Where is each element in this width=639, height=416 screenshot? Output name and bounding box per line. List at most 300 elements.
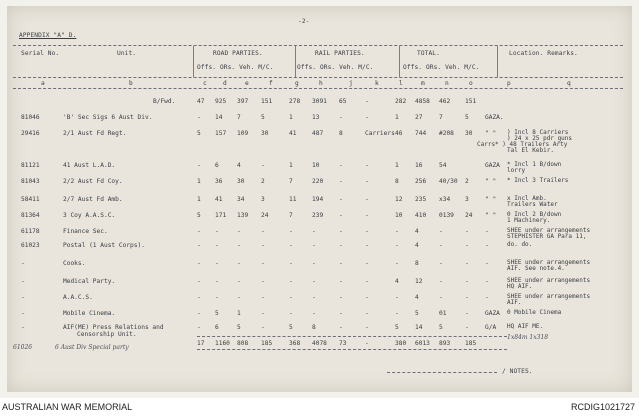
movement-value: 41 xyxy=(289,130,297,137)
movement-value: - xyxy=(365,196,369,203)
movement-value: 256 xyxy=(415,178,427,185)
table-row xyxy=(7,114,632,123)
total-value: 893 xyxy=(439,340,451,347)
movement-value: 1 xyxy=(395,114,399,121)
bf-value: - xyxy=(365,98,369,105)
subheader-rail: Offs. ORs. Veh. M/C. xyxy=(297,64,374,71)
movement-value: 3 xyxy=(465,196,469,203)
bf-value: 278 xyxy=(289,98,301,105)
handwritten-serial: 61026 xyxy=(13,344,33,351)
movement-value: - xyxy=(339,162,343,169)
column-letter: m xyxy=(421,80,425,87)
location: GAZA xyxy=(485,162,500,169)
total-value: 73 xyxy=(339,340,347,347)
movement-value: #208 xyxy=(439,130,454,137)
location: - xyxy=(485,260,489,267)
unit-name: 'B' Sec Sigs 6 Aust Div. xyxy=(63,114,153,121)
movement-value: - xyxy=(289,278,293,285)
movement-value: - xyxy=(339,260,343,267)
location: - xyxy=(485,242,489,249)
column-letter: f xyxy=(269,80,273,87)
movement-value: 239 xyxy=(312,212,324,219)
location: GAZA xyxy=(485,310,500,317)
header-rail-parties: RAIL PARTIES. xyxy=(315,50,365,57)
column-letter: q xyxy=(567,80,571,87)
movement-value: 40/30 xyxy=(439,178,458,185)
bf-label: B/Fwd. xyxy=(153,98,176,105)
remark-line: x Incl Amb. xyxy=(507,195,547,202)
column-divider xyxy=(497,46,498,77)
movement-value: - xyxy=(289,228,293,235)
movement-value: - xyxy=(237,278,241,285)
table-row xyxy=(7,277,632,290)
movement-value: 1 xyxy=(289,162,293,169)
movement-value: 12 xyxy=(395,196,403,203)
location: - xyxy=(485,294,489,301)
movement-value: 5 xyxy=(237,324,241,331)
location: " " xyxy=(485,130,497,137)
movement-value: - xyxy=(339,278,343,285)
movement-value: - xyxy=(395,310,399,317)
movement-value: - xyxy=(215,228,219,235)
serial-no: - xyxy=(21,310,25,317)
serial-no: 61023 xyxy=(21,242,40,249)
movement-value: 24 xyxy=(465,212,473,219)
serial-no: 81043 xyxy=(21,178,40,185)
movement-value: - xyxy=(465,310,469,317)
movement-value: 34 xyxy=(237,196,245,203)
movement-value: 54 xyxy=(439,162,447,169)
total-value: 1160 xyxy=(215,340,230,347)
table-row xyxy=(7,259,632,272)
remark-line: 1 Machinery. xyxy=(507,217,551,224)
movement-value: - xyxy=(289,310,293,317)
movement-value: 46 xyxy=(395,130,403,137)
unit-name-continued: Censorship Unit. xyxy=(77,331,137,338)
remark-line: AIF. xyxy=(507,299,522,306)
movement-value: 235 xyxy=(415,196,427,203)
totals-bottom-rule xyxy=(197,349,507,350)
movement-value: 7 xyxy=(237,114,241,121)
movement-value: 7 xyxy=(289,212,293,219)
unit-name: Finance Sec. xyxy=(63,228,108,235)
movement-value: - xyxy=(261,310,265,317)
remark-line: do. do. xyxy=(507,241,533,248)
table-row xyxy=(7,129,632,154)
movement-value: 5 xyxy=(289,324,293,331)
movement-value: - xyxy=(339,242,343,249)
serial-no: 81364 xyxy=(21,212,40,219)
header-road-parties: ROAD PARTIES. xyxy=(213,50,263,57)
movement-value: - xyxy=(197,294,201,301)
column-letter: e xyxy=(245,80,249,87)
movement-value: - xyxy=(197,228,201,235)
movement-value: x34 xyxy=(439,196,451,203)
movement-value: 10 xyxy=(312,162,320,169)
bf-value: 462 xyxy=(439,98,451,105)
remark-line: * Incl 1 B/down xyxy=(507,161,562,168)
movement-value: 487 xyxy=(312,130,324,137)
movement-value: - xyxy=(339,324,343,331)
total-value: 368 xyxy=(289,340,301,347)
movement-value: 8 xyxy=(339,130,343,137)
header-bottom-rule xyxy=(13,77,623,78)
header-location-remarks: Location. Remarks. xyxy=(509,50,578,57)
movement-value: 12 xyxy=(415,278,423,285)
movement-value: - xyxy=(465,278,469,285)
brought-forward-row xyxy=(7,98,632,107)
movement-value: - xyxy=(339,310,343,317)
location: " " xyxy=(485,196,497,203)
remark-line: lorry xyxy=(507,167,526,174)
serial-no: - xyxy=(21,278,25,285)
movement-value: - xyxy=(465,228,469,235)
footer-institution: AUSTRALIAN WAR MEMORIAL xyxy=(2,402,133,412)
table-row xyxy=(7,178,632,187)
location: - xyxy=(485,278,489,285)
movement-value: 5 xyxy=(415,310,419,317)
total-value: 6013 xyxy=(415,340,430,347)
movement-value: 7 xyxy=(289,178,293,185)
movement-value: - xyxy=(289,242,293,249)
movement-value: - xyxy=(365,294,369,301)
bf-value: 282 xyxy=(395,98,407,105)
remark-line: SHEE under arrangements xyxy=(507,259,591,266)
serial-no: - xyxy=(21,294,25,301)
movement-value: 41 xyxy=(215,196,223,203)
serial-no: 81046 xyxy=(21,114,40,121)
movement-value: 5 xyxy=(197,212,201,219)
remark-line: SHEE under arrangements xyxy=(507,293,591,300)
header-total: TOTAL. xyxy=(417,50,440,57)
movement-value: 0139 xyxy=(439,212,454,219)
movement-value: 30 xyxy=(237,178,245,185)
movement-value: 13 xyxy=(312,114,320,121)
column-letter: a xyxy=(41,80,45,87)
movement-value: - xyxy=(215,278,219,285)
location: " " xyxy=(485,178,497,185)
totals-rule xyxy=(197,336,507,337)
column-divider xyxy=(399,46,400,77)
movement-value: - xyxy=(365,178,369,185)
total-value: 185 xyxy=(261,340,273,347)
movement-value: - xyxy=(339,228,343,235)
movement-value: - xyxy=(465,260,469,267)
movement-value: - xyxy=(261,324,265,331)
remark-line: SHEE under arrangements xyxy=(507,277,591,284)
serial-no: 29416 xyxy=(21,130,40,137)
movement-value: - xyxy=(365,260,369,267)
movement-value: 8 xyxy=(415,260,419,267)
movement-value: - xyxy=(261,260,265,267)
movement-value: - xyxy=(439,228,443,235)
movement-value: - xyxy=(365,228,369,235)
movement-value: 109 xyxy=(237,130,249,137)
movement-value: - xyxy=(197,278,201,285)
unit-name: Mobile Cinema. xyxy=(63,310,116,317)
column-letter: h xyxy=(319,80,323,87)
movement-value: - xyxy=(312,278,316,285)
bf-value: 397 xyxy=(237,98,249,105)
remark-line: 0 Mobile Cinema xyxy=(507,309,562,316)
movement-value: 8 xyxy=(312,324,316,331)
location: - xyxy=(485,228,489,235)
remark-line: Trailers Water xyxy=(507,201,558,208)
movement-value: 14 xyxy=(215,114,223,121)
movement-value: - xyxy=(261,242,265,249)
movement-value: - xyxy=(439,294,443,301)
movement-value: - xyxy=(215,260,219,267)
movement-value: 7 xyxy=(439,114,443,121)
movement-value: - xyxy=(197,114,201,121)
movement-value: - xyxy=(237,294,241,301)
total-value: 4078 xyxy=(312,340,327,347)
movement-value: 4 xyxy=(395,278,399,285)
total-value: - xyxy=(365,340,369,347)
subheader-total: Offs. ORs. Veh. M/C. xyxy=(403,64,480,71)
header-top-rule xyxy=(13,45,623,46)
movement-value: - xyxy=(261,294,265,301)
total-value: 185 xyxy=(465,340,477,347)
bf-value: 47 xyxy=(197,98,205,105)
movement-value: - xyxy=(312,242,316,249)
table-row xyxy=(7,227,632,240)
column-letter: d xyxy=(223,80,227,87)
column-letter: n xyxy=(445,80,449,87)
movement-value: 5 xyxy=(197,130,201,137)
column-divider xyxy=(193,46,194,77)
bf-value: 4858 xyxy=(415,98,430,105)
handwritten-unit: 6 Aust Div Special party xyxy=(55,344,129,351)
movement-value: - xyxy=(237,260,241,267)
movement-value: - xyxy=(197,162,201,169)
movement-value: - xyxy=(395,260,399,267)
movement-value: 4 xyxy=(237,162,241,169)
unit-name: 2/2 Aust Fd Coy. xyxy=(63,178,123,185)
movement-value: - xyxy=(395,294,399,301)
movement-value: 2 xyxy=(261,178,265,185)
movement-value: 194 xyxy=(312,196,324,203)
remark-line: ) Incl 8 Carriers xyxy=(507,129,569,136)
movement-value: - xyxy=(365,212,369,219)
remark-line: HQ AIF ME. xyxy=(507,323,544,330)
unit-name: Medical Party. xyxy=(63,278,116,285)
movement-value: 1 xyxy=(289,114,293,121)
page-number: -2- xyxy=(298,18,310,25)
movement-value: 11 xyxy=(289,196,297,203)
movement-value: 1 xyxy=(197,196,201,203)
movement-value: - xyxy=(237,228,241,235)
notes-label: / NOTES. xyxy=(502,368,533,375)
unit-name: 2/1 Aust Fd Regt. xyxy=(63,130,127,137)
movement-value: 171 xyxy=(215,212,227,219)
remark-line: HQ AIF. xyxy=(507,283,533,290)
unit-name: Postal (1 Aust Corps). xyxy=(63,242,145,249)
movement-value: - xyxy=(365,310,369,317)
location: " " xyxy=(485,212,497,219)
column-letter: c xyxy=(203,80,207,87)
movement-value: - xyxy=(339,178,343,185)
unit-name: AIF(ME) Press Relations and xyxy=(63,324,164,331)
serial-no: - xyxy=(21,324,25,331)
remark-line: ) 24 x 25 pdr guns xyxy=(507,135,573,142)
subheader-road: Offs. ORs. Veh. M/C. xyxy=(197,64,274,71)
header-unit: Unit. xyxy=(117,50,137,57)
unit-name: 2/7 Aust Fd Amb. xyxy=(63,196,123,203)
unit-name: 3 Coy A.A.S.C. xyxy=(63,212,116,219)
movement-value: - xyxy=(465,324,469,331)
movement-value: 30 xyxy=(465,130,473,137)
movement-value: - xyxy=(197,260,201,267)
remark-line: 0 Incl 2 B/down xyxy=(507,211,562,218)
unit-name: 41 Aust L.A.D. xyxy=(63,162,116,169)
column-letter: k xyxy=(375,80,379,87)
movement-value: - xyxy=(365,278,369,285)
unit-name: A.A.C.S. xyxy=(63,294,93,301)
movement-value: 16 xyxy=(415,162,423,169)
document-sheet xyxy=(7,6,632,392)
movement-value: 5 xyxy=(261,114,265,121)
table-row xyxy=(7,242,632,251)
remark-line: AIF. See note.4. xyxy=(507,265,565,272)
remark-line: SHEE under arrangements xyxy=(507,227,591,234)
movement-value: - xyxy=(289,260,293,267)
letters-bottom-rule xyxy=(13,88,623,89)
bf-value: 151 xyxy=(261,98,273,105)
movement-value: - xyxy=(439,242,443,249)
bf-value: 3091 xyxy=(312,98,327,105)
location: GAZA. xyxy=(485,114,504,121)
movement-value: 220 xyxy=(312,178,324,185)
notes-leader-rule xyxy=(387,372,497,373)
remark-line: STEPHISTER GA Para 11, xyxy=(507,233,587,240)
column-letter: j xyxy=(349,80,353,87)
movement-value: - xyxy=(312,294,316,301)
bf-value: 65 xyxy=(339,98,347,105)
movement-value: - xyxy=(439,260,443,267)
movement-value: 1 xyxy=(197,178,201,185)
movement-value: - xyxy=(339,294,343,301)
movement-value: - xyxy=(197,242,201,249)
movement-value: - xyxy=(465,242,469,249)
movement-value: 5 xyxy=(215,310,219,317)
movement-value: 744 xyxy=(415,130,427,137)
movement-value: - xyxy=(197,310,201,317)
movement-value: 14 xyxy=(415,324,423,331)
remark-line: * Incl 3 Trailers xyxy=(507,177,569,184)
movement-value: - xyxy=(261,278,265,285)
column-divider xyxy=(295,46,296,77)
unit-name: Cooks. xyxy=(63,260,86,267)
serial-no: 58411 xyxy=(21,196,40,203)
movement-value: - xyxy=(465,294,469,301)
total-value: 17 xyxy=(197,340,205,347)
movement-value: Carriers xyxy=(365,130,395,137)
movement-value: 30 xyxy=(261,130,269,137)
location: G/A xyxy=(485,324,497,331)
movement-value: - xyxy=(261,162,265,169)
movement-value: - xyxy=(237,242,241,249)
movement-value: - xyxy=(365,162,369,169)
movement-value: 2 xyxy=(465,178,469,185)
movement-value: 24 xyxy=(261,212,269,219)
total-value: 380 xyxy=(395,340,407,347)
movement-value: - xyxy=(395,242,399,249)
movement-value: 27 xyxy=(415,114,423,121)
serial-no: - xyxy=(21,260,25,267)
column-letter: o xyxy=(469,80,473,87)
movement-value: 4 xyxy=(415,294,419,301)
remark-line: Tal El Kebir. xyxy=(507,147,554,154)
movement-value: - xyxy=(365,324,369,331)
header-serial: Serial No. xyxy=(21,50,60,57)
movement-value: - xyxy=(365,114,369,121)
movement-value: - xyxy=(261,228,265,235)
movement-value: - xyxy=(215,242,219,249)
movement-value: 10 xyxy=(395,212,403,219)
movement-value: 410 xyxy=(415,212,427,219)
remark-line: Carrs* ) 48 Trailers Arty xyxy=(477,141,568,148)
movement-value: 1 xyxy=(395,162,399,169)
table-row xyxy=(7,161,632,174)
movement-value: - xyxy=(339,212,343,219)
column-letter: g xyxy=(295,80,299,87)
movement-value: - xyxy=(215,294,219,301)
footer-record-id: RCDIG1021727 xyxy=(570,402,635,412)
movement-value: 01 xyxy=(439,310,447,317)
movement-value: 6 xyxy=(215,324,219,331)
column-letter: l xyxy=(399,80,403,87)
movement-value: - xyxy=(339,114,343,121)
movement-value: - xyxy=(289,294,293,301)
movement-value: - xyxy=(365,242,369,249)
bf-value: 151 xyxy=(465,98,477,105)
column-letter: p xyxy=(507,80,511,87)
movement-value: 139 xyxy=(237,212,249,219)
appendix-title: APPENDIX "A" D. xyxy=(19,32,77,39)
table-row xyxy=(7,310,632,319)
movement-value: 36 xyxy=(215,178,223,185)
movement-value: - xyxy=(439,278,443,285)
movement-value: - xyxy=(395,228,399,235)
movement-value: - xyxy=(312,310,316,317)
serial-no: 61178 xyxy=(21,228,40,235)
movement-value: 4 xyxy=(415,228,419,235)
movement-value: 4 xyxy=(415,242,419,249)
total-value: 808 xyxy=(237,340,249,347)
bf-value: 925 xyxy=(215,98,227,105)
movement-value: - xyxy=(339,196,343,203)
movement-value: 3 xyxy=(261,196,265,203)
movement-value: - xyxy=(312,260,316,267)
handwritten-note: 1x84m 1x318 xyxy=(507,334,549,341)
serial-no: 81121 xyxy=(21,162,40,169)
table-row xyxy=(7,195,632,208)
movement-value: 6 xyxy=(215,162,219,169)
movement-value: 157 xyxy=(215,130,227,137)
movement-value: 5 xyxy=(465,114,469,121)
movement-value: 8 xyxy=(395,178,399,185)
table-row xyxy=(7,293,632,306)
table-row xyxy=(7,211,632,224)
movement-value: 1 xyxy=(237,310,241,317)
movement-value: - xyxy=(197,324,201,331)
movement-value: - xyxy=(312,228,316,235)
movement-value: 5 xyxy=(439,324,443,331)
movement-value: 5 xyxy=(395,324,399,331)
column-letter: b xyxy=(129,80,133,87)
archive-footer xyxy=(0,398,639,416)
